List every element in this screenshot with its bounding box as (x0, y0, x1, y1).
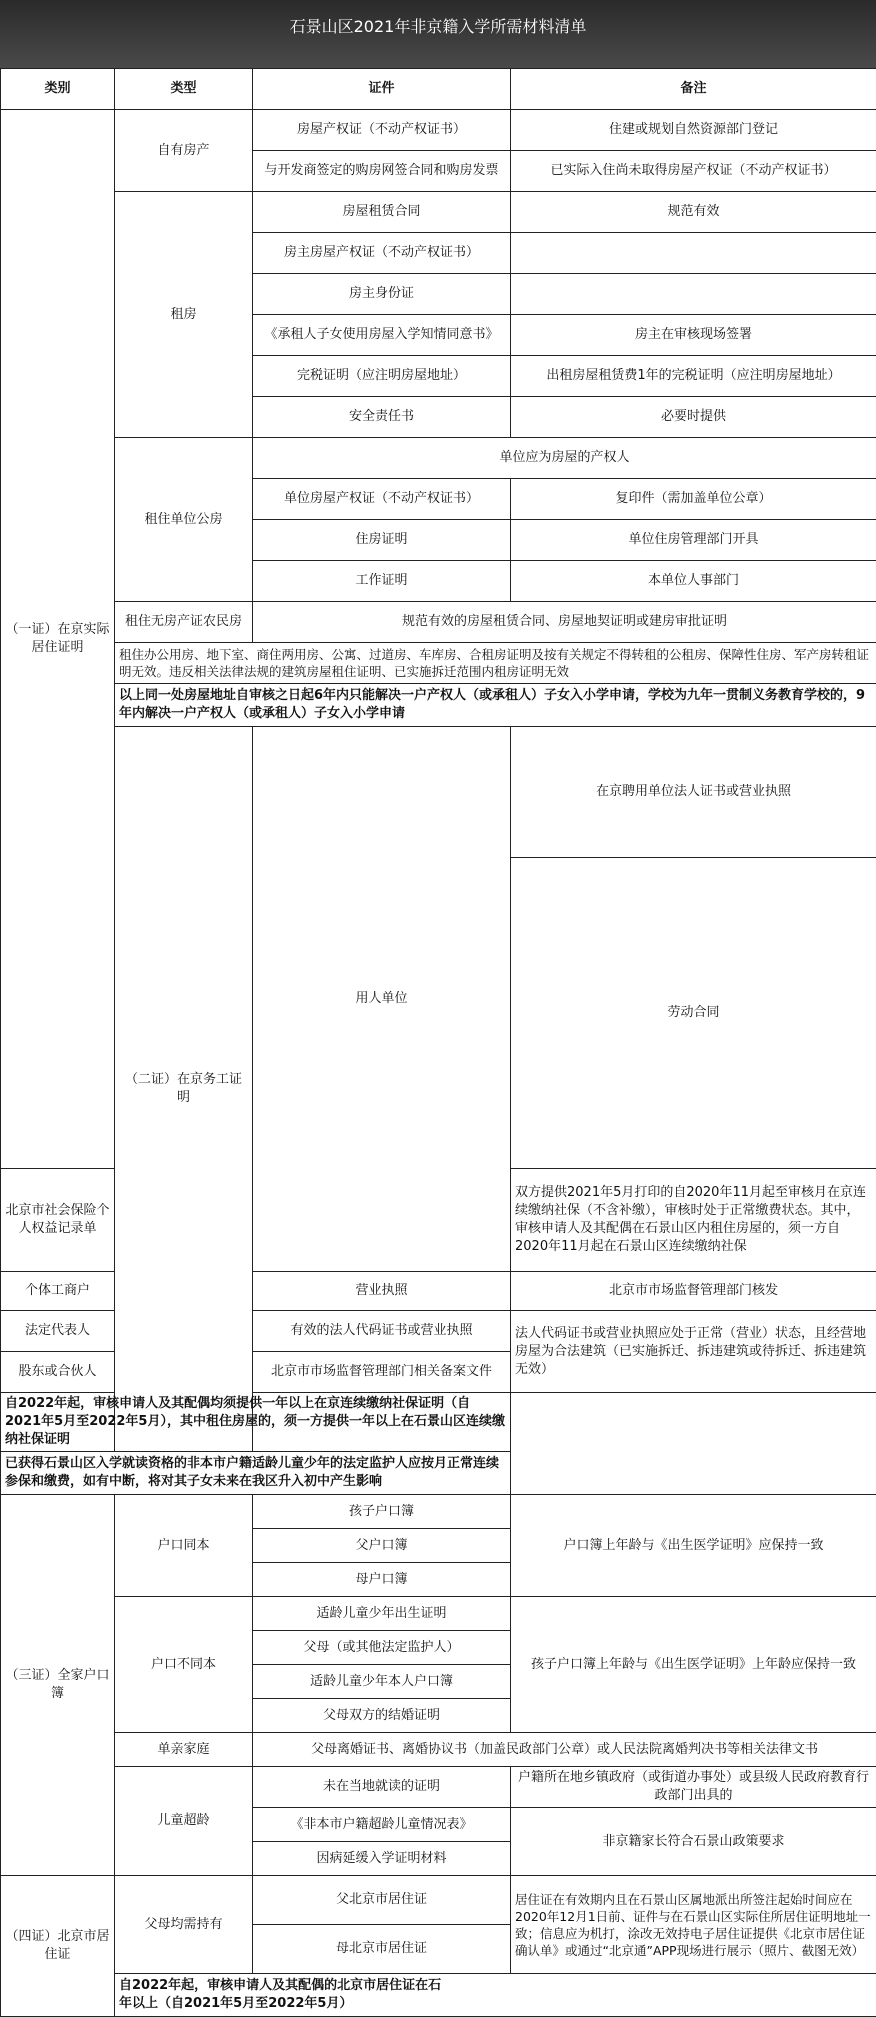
document-cell: 房屋产权证（不动产权证书） (253, 110, 511, 151)
document-cell: 父北京市居住证 (253, 1876, 511, 1925)
type-overage: 儿童超龄 (115, 1767, 253, 1876)
document-cell: 孩子户口簿 (253, 1495, 511, 1529)
table-row (1, 643, 876, 684)
document-cell: 父户口簿 (253, 1529, 511, 1563)
category-household-register: （三证）全家户口簿 (1, 1495, 115, 1876)
type-own-property: 自有房产 (115, 110, 253, 192)
document-cell: 母北京市居住证 (253, 1925, 511, 1974)
type-legal-rep: 法定代表人 (1, 1311, 115, 1352)
note-cell: 户籍所在地乡镇政府（或街道办事处）或县级人民政府教育行政部门出具的 (511, 1767, 876, 1808)
table-row (1, 110, 876, 151)
document-cell: 母户口簿 (253, 1563, 511, 1597)
table-row (1, 1597, 876, 1631)
header-note: 备注 (511, 69, 876, 110)
document-cell: 房屋租赁合同 (253, 192, 511, 233)
note-cell: 已实际入住尚未取得房屋产权证（不动产权证书） (511, 151, 876, 192)
document-cell: 完税证明（应注明房屋地址） (253, 356, 511, 397)
note-cell: 复印件（需加盖单位公章） (511, 479, 876, 520)
note-cell: 规范有效的房屋租赁合同、房屋地契证明或建房审批证明 (253, 602, 876, 643)
table-row (1, 1495, 876, 1529)
document-cell: 房主身份证 (253, 274, 511, 315)
note-cell: 住建或规划自然资源部门登记 (511, 110, 876, 151)
social-security-note: 自2022年起，审核申请人及其配偶均须提供一年以上在京连续缴纳社保证明（自2021年5月至2022年5月），其中租住房屋的，须一方提供一年以上在石景山区连续缴纳社保证明 (1, 1393, 511, 1452)
document-cell: 住房证明 (253, 520, 511, 561)
table-row (1, 438, 876, 479)
document-cell: 因病延缓入学证明材料 (253, 1842, 511, 1876)
document-cell: 与开发商签定的购房网签合同和购房发票 (253, 151, 511, 192)
enrollment-insurance-note: 已获得石景山区入学就读资格的非本市户籍适龄儿童少年的法定监护人应按月正常连续参保和缴费，如有中断，将对其子女未来在我区升入初中产生影响 (1, 1452, 511, 1495)
address-limit-note: 以上同一处房屋地址自审核之日起6年内只能解决一户产权人（或承租人）子女入小学申请，学校为九年一贯制义务教育学校的，9年内解决一户产权人（或承租人）子女入小学申请 (115, 684, 876, 727)
category-residence-permit: （四证）北京市居住证 (1, 1876, 115, 2017)
document-cell: 北京市社会保险个人权益记录单 (1, 1169, 115, 1272)
table-row (1, 1733, 876, 1767)
type-farmer-house: 租住无房产证农民房 (115, 602, 253, 643)
invalid-proof-note: 租住办公用房、地下室、商住两用房、公寓、过道房、车库房、合租房证明及按有关规定不得转租的公租房、保障性住房、军产房转租证明无效。违反相关法律法规的建筑房屋租住证明、已实施拆迁范围内租房证明无效 (115, 643, 876, 684)
note-cell: 单位住房管理部门开具 (511, 520, 876, 561)
type-self-employed: 个体工商户 (1, 1272, 115, 1311)
document-cell: 劳动合同 (511, 858, 876, 1169)
type-partner: 股东或合伙人 (1, 1352, 115, 1393)
note-cell: 非京籍家长符合石景山政策要求 (511, 1808, 876, 1876)
type-unit-housing: 租住单位公房 (115, 438, 253, 602)
type-single-parent: 单亲家庭 (115, 1733, 253, 1767)
header-row (1, 69, 876, 110)
table-row (1, 602, 876, 643)
table-row (1, 727, 876, 858)
shared-license-note: 法人代码证书或营业执照应处于正常（营业）状态，且经营地房屋为合法建筑（已实施拆迁、拆违建筑或待拆迁、拆违建筑无效） (511, 1311, 876, 1393)
document-cell: 父母双方的结婚证明 (253, 1699, 511, 1733)
materials-table (0, 68, 876, 2017)
document-cell: 未在当地就读的证明 (253, 1767, 511, 1808)
permit-duration-note (115, 1974, 876, 2017)
document-cell: 北京市市场监督管理部门相关备案文件 (253, 1352, 511, 1393)
note-cell: 双方提供2021年5月打印的自2020年11月起至审核月在京连续缴纳社保（不含补缴），审核时处于正常缴费状态。其中，审核申请人及其配偶在石景山区内租住房屋的，须一方自2020年11月起在石景山区连续缴纳社保 (511, 1169, 876, 1272)
unit-owner-note: 单位应为房屋的产权人 (253, 438, 876, 479)
header-category: 类别 (1, 69, 115, 110)
note-cell: 本单位人事部门 (511, 561, 876, 602)
document-cell: 房主房屋产权证（不动产权证书） (253, 233, 511, 274)
type-both-parents: 父母均需持有 (115, 1876, 253, 1974)
document-cell: 在京聘用单位法人证书或营业执照 (511, 727, 876, 858)
table-row (1, 192, 876, 233)
document-cell: 工作证明 (253, 561, 511, 602)
type-different-register: 户口不同本 (115, 1597, 253, 1733)
type-same-register: 户口同本 (115, 1495, 253, 1597)
category-residence-proof: （一证）在京实际居住证明 (1, 110, 115, 1169)
permit-note-line-2: 年以上（自2021年5月至2022年5月） (119, 1996, 352, 2011)
category-work-proof: （二证）在京务工证明 (115, 727, 253, 1452)
document-cell: 《承租人子女使用房屋入学知情同意书》 (253, 315, 511, 356)
table-row (1, 1767, 876, 1808)
note-cell: 父母离婚证书、离婚协议书（加盖民政部门公章）或人民法院离婚判决书等相关法律文书 (253, 1733, 876, 1767)
note-cell: 北京市市场监督管理部门核发 (511, 1272, 876, 1311)
document-cell: 有效的法人代码证书或营业执照 (253, 1311, 511, 1352)
permit-note-line-1: 自2022年起，审核申请人及其配偶的北京市居住证在石 (119, 1978, 441, 1993)
document-cell: 单位房屋产权证（不动产权证书） (253, 479, 511, 520)
document-cell: 安全责任书 (253, 397, 511, 438)
table-row (1, 1974, 876, 2017)
note-cell: 规范有效 (511, 192, 876, 233)
page-title: 石景山区2021年非京籍入学所需材料清单 (0, 0, 876, 68)
note-cell (511, 274, 876, 315)
table-row (1, 684, 876, 727)
table-row (1, 1393, 876, 1452)
document-cell: 营业执照 (253, 1272, 511, 1311)
document-cell: 适龄儿童少年本人户口簿 (253, 1665, 511, 1699)
note-cell: 孩子户口簿上年龄与《出生医学证明》上年龄应保持一致 (511, 1597, 876, 1733)
type-rental: 租房 (115, 192, 253, 438)
document-cell: 适龄儿童少年出生证明 (253, 1597, 511, 1631)
document-cell: 父母（或其他法定监护人） (253, 1631, 511, 1665)
table-row (1, 1452, 876, 1495)
note-cell (511, 233, 876, 274)
header-type: 类型 (115, 69, 253, 110)
note-cell: 必要时提供 (511, 397, 876, 438)
note-cell: 居住证在有效期内且在石景山区属地派出所签注起始时间应在2020年12月1日前、证件与在石景山区实际住所居住证明地址一致；信息应为机打，涂改无效持电子居住证提供《北京市居住证确认单》或通过“北京通”APP现场进行展示（照片、截图无效） (511, 1876, 876, 1974)
document-cell: 《非本市户籍超龄儿童情况表》 (253, 1808, 511, 1842)
note-cell: 户口簿上年龄与《出生医学证明》应保持一致 (511, 1495, 876, 1597)
type-employer: 用人单位 (253, 727, 511, 1272)
note-cell: 房主在审核现场签署 (511, 315, 876, 356)
header-document: 证件 (253, 69, 511, 110)
note-cell: 出租房屋租赁费1年的完税证明（应注明房屋地址） (511, 356, 876, 397)
table-row (1, 1876, 876, 1925)
